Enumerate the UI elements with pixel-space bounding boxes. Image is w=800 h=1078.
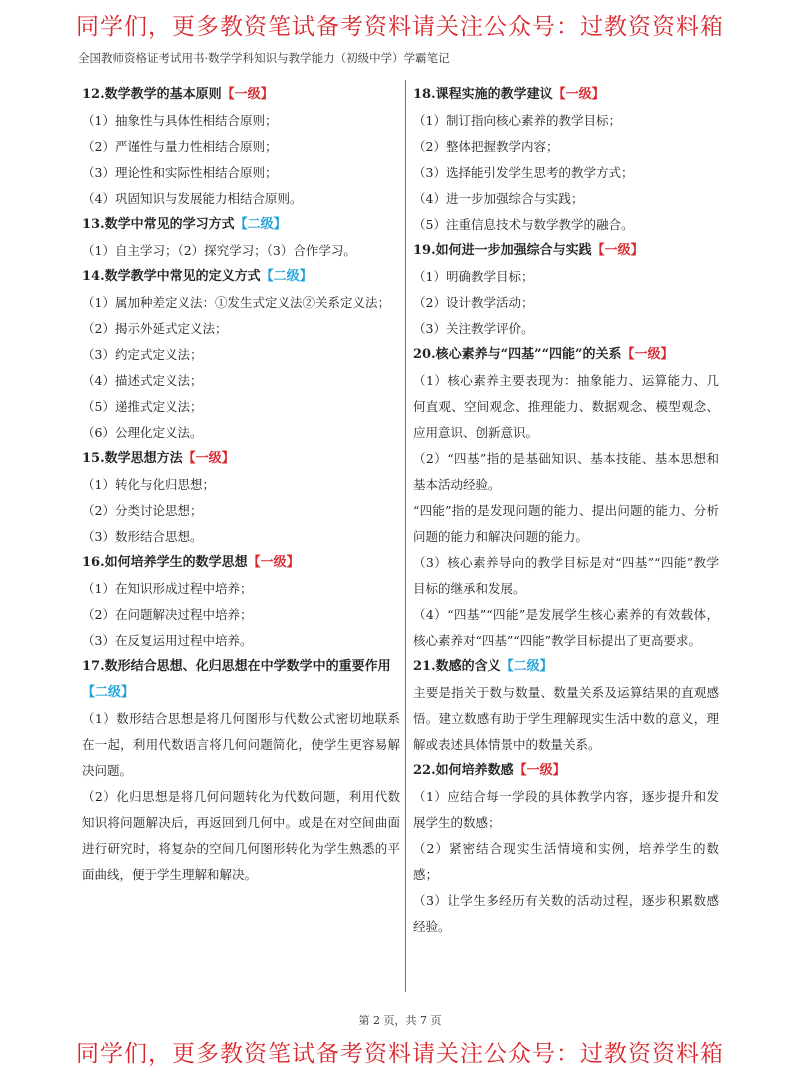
section-title: 19.如何进一步加强综合与实践: [413, 243, 592, 258]
section-heading: [82, 264, 400, 290]
section-heading: [82, 82, 400, 108]
section: [82, 446, 400, 550]
section-heading: [413, 758, 719, 784]
section: [82, 264, 400, 446]
section-item: （1）明确教学目标；: [413, 269, 534, 284]
section: [413, 654, 719, 758]
section: [413, 342, 719, 654]
section-item: （5）递推式定义法；: [82, 399, 203, 414]
section-item: （2）设计教学活动；: [413, 295, 534, 310]
column-divider: [405, 80, 406, 992]
level-badge: 【一级】: [513, 763, 566, 778]
section-title: 17.数形结合思想、化归思想在中学数学中的重要作用: [82, 659, 391, 674]
section-item: （6）公理化定义法。: [82, 425, 203, 440]
section-item: （1）应结合每一学段的具体教学内容，逐步提升和发展学生的数感；: [413, 789, 719, 830]
section-item: （2）分类讨论思想；: [82, 503, 203, 518]
section-heading: [82, 550, 400, 576]
section-item: （2）揭示外延式定义法；: [82, 321, 228, 336]
section-item: （3）约定式定义法；: [82, 347, 203, 362]
section-item: （4）巩固知识与发展能力相结合原则。: [82, 191, 303, 206]
section-title: 20.核心素养与“四基”“四能”的关系: [413, 347, 622, 362]
level-badge: 【一级】: [591, 243, 644, 258]
section: [82, 82, 400, 212]
level-badge: 【一级】: [247, 555, 300, 570]
bottom-banner: 同学们，更多教资笔试备考资料请关注公众号：过教资资料箱: [76, 1041, 724, 1067]
level-badge: 【一级】: [621, 347, 674, 362]
section-item: 主要是指关于数与数量、数量关系及运算结果的直观感悟。建立数感有助于学生理解现实生活中数的意义，理解或表述具体情景中的数量关系。: [413, 685, 719, 752]
top-banner: 同学们，更多教资笔试备考资料请关注公众号：过教资资料箱: [76, 14, 724, 40]
level-badge: 【二级】: [82, 685, 135, 700]
section-item: （4）进一步加强综合与实践；: [413, 191, 584, 206]
section-heading: [82, 212, 400, 238]
section-item: （2）“四基”指的是基础知识、基本技能、基本思想和基本活动经验。: [413, 451, 719, 492]
level-badge: 【一级】: [182, 451, 235, 466]
section: [413, 758, 719, 940]
book-subtitle: 全国教师资格证考试用书·数学学科知识与教学能力（初级中学）学霸笔记: [78, 51, 450, 65]
section-heading: [413, 654, 719, 680]
left-column: [82, 82, 400, 1002]
level-badge: 【二级】: [260, 269, 313, 284]
page-number: 第 2 页，共 7 页: [358, 1014, 442, 1027]
section-title: 13.数学中常见的学习方式: [82, 217, 235, 232]
section: [413, 238, 719, 342]
section-title: 14.数学教学中常见的定义方式: [82, 269, 261, 284]
section-heading: [82, 446, 400, 472]
section-title: 12.数学教学的基本原则: [82, 87, 222, 102]
section: [82, 212, 400, 264]
section-item: （3）选择能引发学生思考的教学方式；: [413, 165, 634, 180]
section: [82, 550, 400, 654]
section-title: 21.数感的含义: [413, 659, 501, 674]
section-title: 18.课程实施的教学建议: [413, 87, 553, 102]
section-item: （2）整体把握教学内容；: [413, 139, 559, 154]
section-item: （1）在知识形成过程中培养；: [82, 581, 253, 596]
level-badge: 【一级】: [552, 87, 605, 102]
level-badge: 【二级】: [500, 659, 553, 674]
right-column: [413, 82, 719, 1002]
section-item: （2）严谨性与量力性相结合原则；: [82, 139, 278, 154]
section-item: （3）理论性和实际性相结合原则；: [82, 165, 278, 180]
section-item: （1）核心素养主要表现为：抽象能力、运算能力、几何直观、空间观念、推理能力、数据观念、模型观念、应用意识、创新意识。: [413, 373, 719, 440]
section-item: （3）数形结合思想。: [82, 529, 203, 544]
section: [82, 654, 400, 888]
section-title: 16.如何培养学生的数学思想: [82, 555, 248, 570]
section-item: （2）化归思想是将几何问题转化为代数问题，利用代数知识将问题解决后，再返回到几何中。或是在对空间曲面进行研究时，将复杂的空间几何图形转化为学生熟悉的平面曲线，便于学生理解和解决。: [82, 789, 400, 882]
section-heading: [82, 654, 400, 706]
level-badge: 【二级】: [234, 217, 287, 232]
section-title: 22.如何培养数感: [413, 763, 514, 778]
section-title: 15.数学思想方法: [82, 451, 183, 466]
section-item: （3）在反复运用过程中培养。: [82, 633, 253, 648]
section-item: “四能”指的是发现问题的能力、提出问题的能力、分析问题的能力和解决问题的能力。: [413, 503, 719, 544]
section-heading: [413, 342, 719, 368]
section-item: （1）制订指向核心素养的教学目标；: [413, 113, 621, 128]
section: [413, 82, 719, 238]
section-item: （3）关注教学评价。: [413, 321, 534, 336]
section-item: （1）转化与化归思想；: [82, 477, 215, 492]
section-item: （5）注重信息技术与数学教学的融合。: [413, 217, 634, 232]
section-heading: [413, 82, 719, 108]
section-item: （3）核心素养导向的教学目标是对“四基”“四能”教学目标的继承和发展。: [413, 555, 719, 596]
section-item: （1）属加种差定义法：①发生式定义法②关系定义法；: [82, 295, 390, 310]
section-item: （1）自主学习；（2）探究学习；（3）合作学习。: [82, 243, 356, 258]
section-item: （2）紧密结合现实生活情境和实例，培养学生的数感；: [413, 841, 719, 882]
section-heading: [413, 238, 719, 264]
section-item: （4）描述式定义法；: [82, 373, 203, 388]
section-item: （1）抽象性与具体性相结合原则；: [82, 113, 278, 128]
level-badge: 【一级】: [221, 87, 274, 102]
section-item: （2）在问题解决过程中培养；: [82, 607, 253, 622]
section-item: （1）数形结合思想是将几何图形与代数公式密切地联系在一起，利用代数语言将几何问题简化，使学生更容易解决问题。: [82, 711, 400, 778]
section-item: （4）“四基”“四能”是发展学生核心素养的有效载体，核心素养对“四基”“四能”教学目标提出了更高要求。: [413, 607, 719, 648]
section-item: （3）让学生多经历有关数的活动过程，逐步积累数感经验。: [413, 893, 719, 934]
